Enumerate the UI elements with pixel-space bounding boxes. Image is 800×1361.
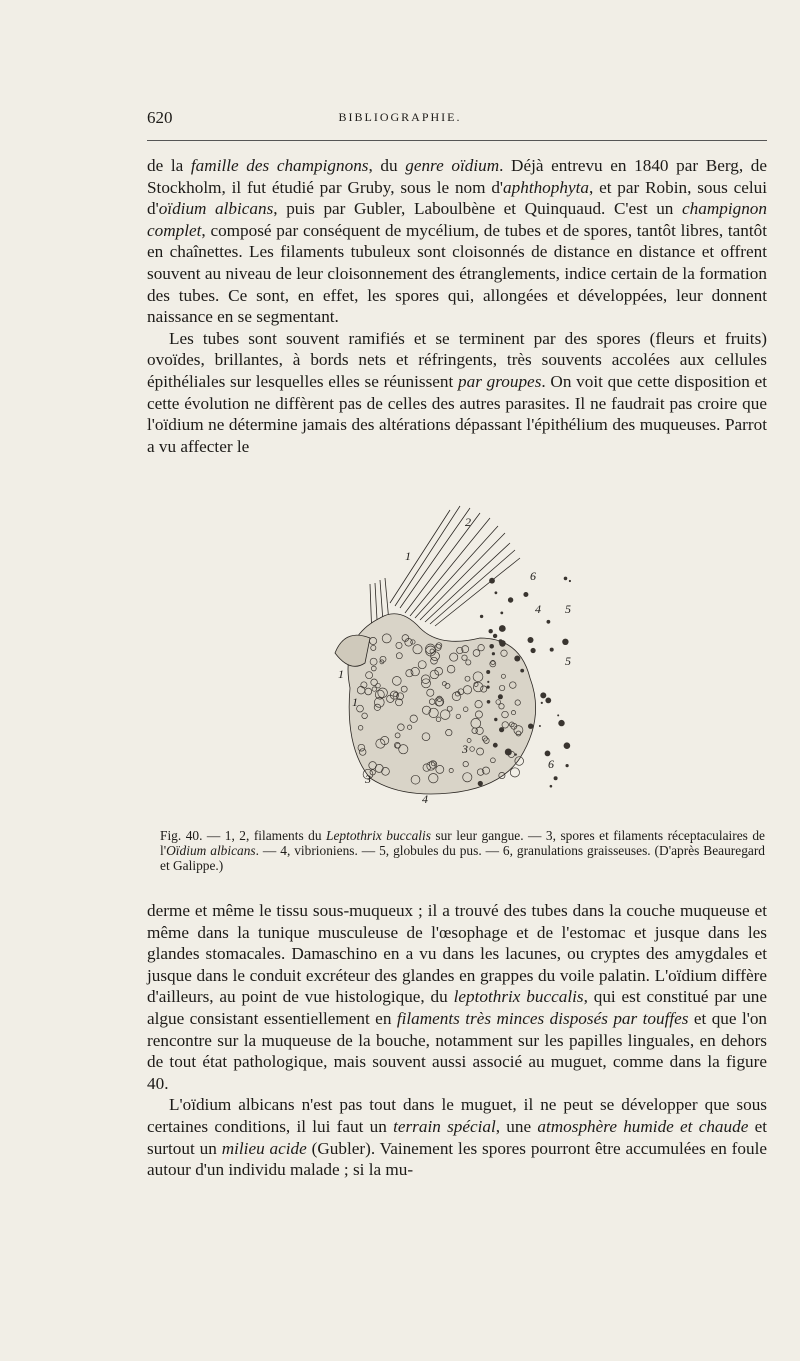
figure-label: 5 xyxy=(565,602,571,616)
paragraph-2: Les tubes sont souvent ramifiés et se terminent par des spores (fleurs et fruits) ovoïdes, brillantes, à bords nets et réfringents, très souvents accolées aux cellules épithéliales sur lesquelles elles se réunissent par groupes. On voit que cette disposition et cette évolution ne diffèrent pas de celles des autres parasites. Il ne faudrait pas croire que l'oïdium ne détermine jamais des altérations dépassant l'épithélium des muqueuses. Parrot a vu affecter le xyxy=(147,328,767,456)
running-head: BIBLIOGRAPHIE. xyxy=(338,110,462,124)
upper-text xyxy=(147,155,767,457)
page-number: 620 xyxy=(147,108,173,127)
figure-label: 3 xyxy=(462,742,468,756)
figure-label: 6 xyxy=(530,569,536,583)
figure-label: 4 xyxy=(422,792,428,806)
paragraph-3: derme et même le tissu sous-muqueux ; il a trouvé des tubes dans la couche muqueuse et même dans la tunique musculeuse de l'œsophage et de l'estomac et jusque dans les glandes stomacales. Damaschino en a vu dans les lacunes, ou cryptes des amygdales et jusque dans le conduit excréteur des glandes en grappes du voile palatin. L'oïdium diffère d'ailleurs, au point de vue histologique, du leptothrix buccalis, qui est constitué par une algue consistant essentiellement en filaments très minces disposés par touffes et que l'on rencontre sur la muqueuse de la bouche, notamment sur les papilles linguales, en dehors de tout état pathologique, mais souvent aussi associé au muguet, comme dans la figure 40. xyxy=(147,901,768,1093)
figure-label: 2 xyxy=(465,515,471,529)
figure-label: 5 xyxy=(565,654,571,668)
paragraph-1: de la famille des champignons, du genre oïdium. Déjà entrevu en 1840 par Berg, de Stockholm, il fut étudié par Gruby, sous le nom d'aphthophyta, et par Robin, sous celui d'oïdium albicans, puis par Gubler, Laboulbène et Quinquaud. C'est un champignon complet, composé par conséquent de mycélium, de tubes et de spores, tantôt libres, tantôt en chaînettes. Les filaments tubuleux sont cloisonnés de distance en distance et offrent souvent au niveau de leur cloisonnement des étranglements, indice certain de la formation des tubes. Ce sont, en effet, les spores qui, allongées et développées, leur donnent naissance en se segmentant. xyxy=(147,156,767,327)
figure-caption: Fig. 40. — 1, 2, filaments du Leptothrix buccalis sur leur gangue. — 3, spores et filaments réceptaculaires de l'Oïdium albicans. — 4, vibrioniens. — 5, globules du pus. — 6, granulations graisseuses. (D'après Beauregard et Galippe.) xyxy=(160,828,766,873)
figure-label: 4 xyxy=(535,602,541,616)
figure-label: 3 xyxy=(365,772,371,786)
figure-40-illustration xyxy=(330,488,600,818)
lower-text xyxy=(147,900,767,1181)
figure-label: 6 xyxy=(548,757,554,771)
paragraph-4: L'oïdium albicans n'est pas tout dans le muguet, il ne peut se développer que sous certaines conditions, il lui faut un terrain spécial, une atmosphère humide et chaude et surtout un milieu acide (Gubler). Vainement les spores pourront être accumulées en foule autour d'un individu malade ; si la mu- xyxy=(147,1095,767,1180)
figure-label: 1 xyxy=(338,667,344,681)
header-rule xyxy=(147,140,767,141)
microscope-engraving xyxy=(330,488,600,818)
figure-label: 1 xyxy=(352,695,358,709)
figure-label: 1 xyxy=(405,549,411,563)
